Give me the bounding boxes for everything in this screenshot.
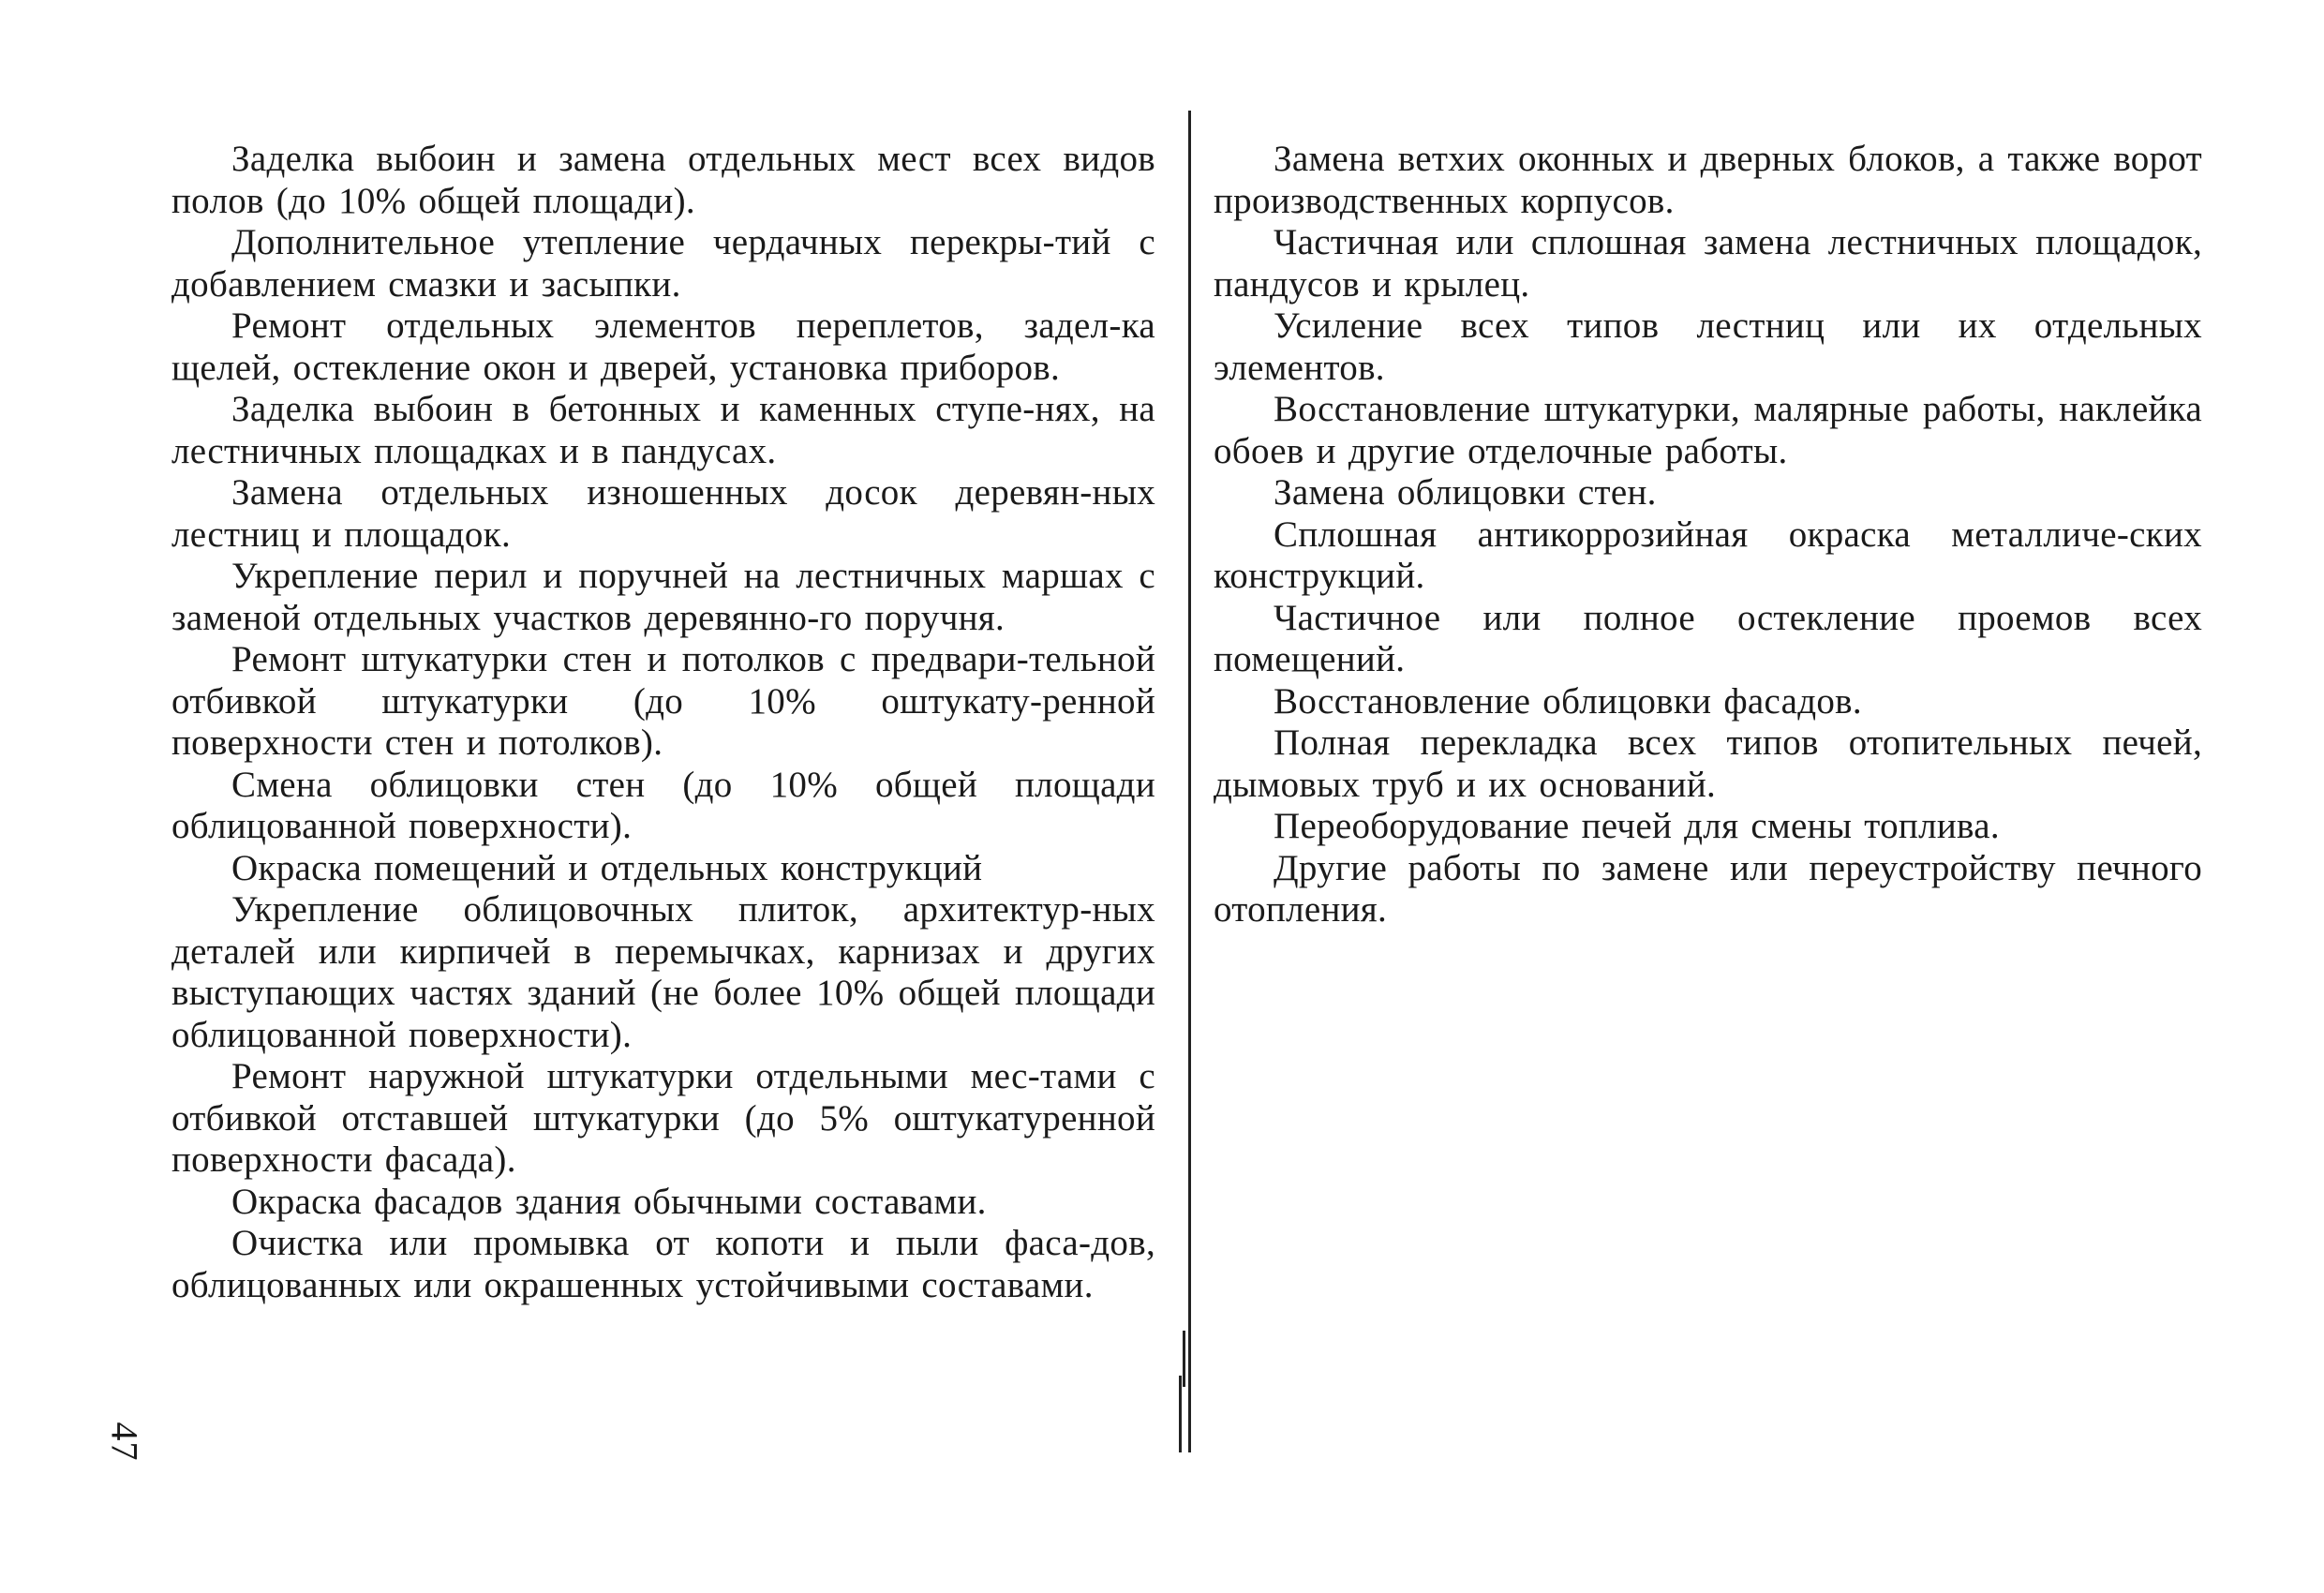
page-number: 47 bbox=[103, 1422, 146, 1462]
column-divider-mark bbox=[1179, 1376, 1182, 1452]
left-paragraph: Укрепление облицовочных плиток, архитектур-ных деталей или кирпичей в перемычках, карнизах и других выступающих частях зданий (не более 10% общей площади облицованной поверхности). bbox=[171, 889, 1155, 1055]
right-paragraph: Замена облицовки стен. bbox=[1274, 472, 1657, 513]
right-paragraph: Частичное или полное остекление проемов всех помещений. bbox=[1214, 597, 2202, 679]
right-paragraph: Полная перекладка всех типов отопительных печей, дымовых труб и их оснований. bbox=[1214, 722, 2202, 805]
left-paragraph: Замена отдельных изношенных досок деревян-ных лестниц и площадок. bbox=[171, 472, 1155, 555]
column-divider bbox=[1188, 111, 1191, 1452]
left-paragraph: Окраска фасадов здания обычными составами. bbox=[231, 1181, 987, 1222]
left-paragraph: Очистка или промывка от копоти и пыли фаса-дов, облицованных или окрашенных устойчивыми составами. bbox=[171, 1223, 1155, 1305]
left-paragraph: Окраска помещений и отдельных конструкций bbox=[231, 847, 983, 888]
right-paragraph: Переоборудование печей для смены топлива. bbox=[1274, 806, 2000, 846]
left-paragraph: Заделка выбоин и замена отдельных мест всех видов полов (до 10% общей площади). bbox=[171, 139, 1155, 221]
left-paragraph: Ремонт штукатурки стен и потолков с предвари-тельной отбивкой штукатурки (до 10% оштукату-ренной поверхности стен и потолков). bbox=[171, 639, 1155, 763]
right-paragraph: Усиление всех типов лестниц или их отдельных элементов. bbox=[1214, 305, 2202, 388]
left-paragraph: Ремонт наружной штукатурки отдельными мес-тами с отбивкой отставшей штукатурки (до 5% оштукатуренной поверхности фасада). bbox=[171, 1056, 1155, 1180]
right-paragraph: Другие работы по замене или переустройству печного отопления. bbox=[1214, 847, 2202, 930]
right-paragraph: Сплошная антикоррозийная окраска металличе-ских конструкций. bbox=[1214, 514, 2202, 596]
left-column bbox=[171, 139, 1155, 1306]
left-paragraph: Заделка выбоин в бетонных и каменных ступе-нях, на лестничных площадках и в пандусах. bbox=[171, 389, 1155, 471]
right-column bbox=[1214, 139, 2202, 931]
right-paragraph: Восстановление штукатурки, малярные работы, наклейка обоев и другие отделочные работы. bbox=[1214, 389, 2202, 471]
right-paragraph: Восстановление облицовки фасадов. bbox=[1274, 680, 1862, 722]
left-paragraph: Ремонт отдельных элементов переплетов, задел-ка щелей, остекление окон и дверей, установка приборов. bbox=[171, 305, 1155, 388]
left-paragraph: Дополнительное утепление чердачных перекры-тий с добавлением смазки и засыпки. bbox=[171, 222, 1155, 305]
right-paragraph: Частичная или сплошная замена лестничных площадок, пандусов и крылец. bbox=[1214, 222, 2202, 305]
left-paragraph: Смена облицовки стен (до 10% общей площади облицованной поверхности). bbox=[171, 764, 1155, 846]
left-paragraph: Укрепление перил и поручней на лестничных маршах с заменой отдельных участков деревянно-го поручня. bbox=[171, 556, 1155, 638]
right-paragraph: Замена ветхих оконных и дверных блоков, а также ворот производственных корпусов. bbox=[1214, 139, 2202, 221]
column-divider-mark bbox=[1183, 1331, 1185, 1387]
